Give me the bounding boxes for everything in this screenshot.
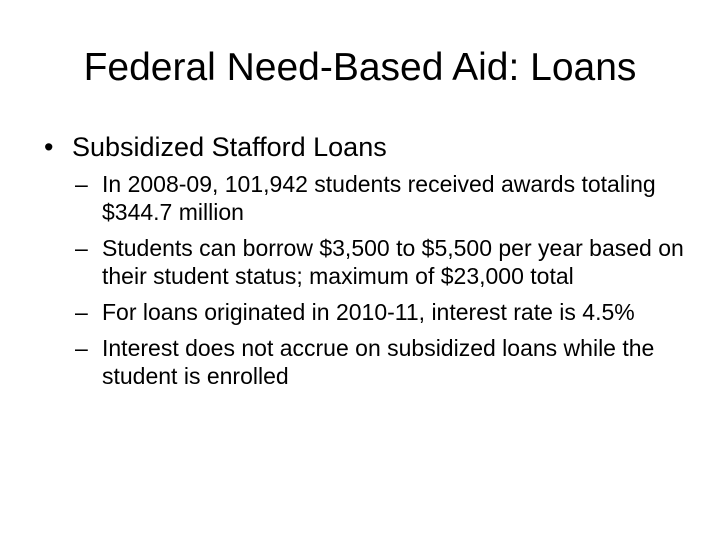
sub-bullet-item: [75, 334, 684, 390]
sub-bullet-text: Students can borrow $3,500 to $5,500 per year based on their student status; maximum of $23,000 total: [102, 235, 684, 289]
bullet-text: Subsidized Stafford Loans: [72, 132, 387, 162]
sub-bullet-marker: –: [75, 171, 88, 197]
slide-title: Federal Need-Based Aid: Loans: [83, 46, 637, 89]
bullet-item: [44, 128, 684, 166]
sub-bullet-container: [44, 170, 684, 390]
sub-bullet-marker: –: [75, 235, 88, 261]
sub-bullet-marker: –: [75, 299, 88, 325]
sub-bullet-marker: –: [75, 335, 88, 361]
sub-bullet-item: [75, 234, 684, 290]
bullet-marker: •: [44, 132, 54, 162]
sub-bullet-text: For loans originated in 2010-11, interest rate is 4.5%: [102, 299, 635, 325]
sub-bullet-text: Interest does not accrue on subsidized loans while the student is enrolled: [102, 335, 655, 389]
bullet-list: [44, 128, 684, 398]
sub-bullet-item: [75, 298, 684, 326]
sub-bullet-text: In 2008-09, 101,942 students received awards totaling $344.7 million: [102, 171, 656, 225]
sub-bullet-item: [75, 170, 684, 226]
sub-bullet-list: [44, 170, 684, 390]
